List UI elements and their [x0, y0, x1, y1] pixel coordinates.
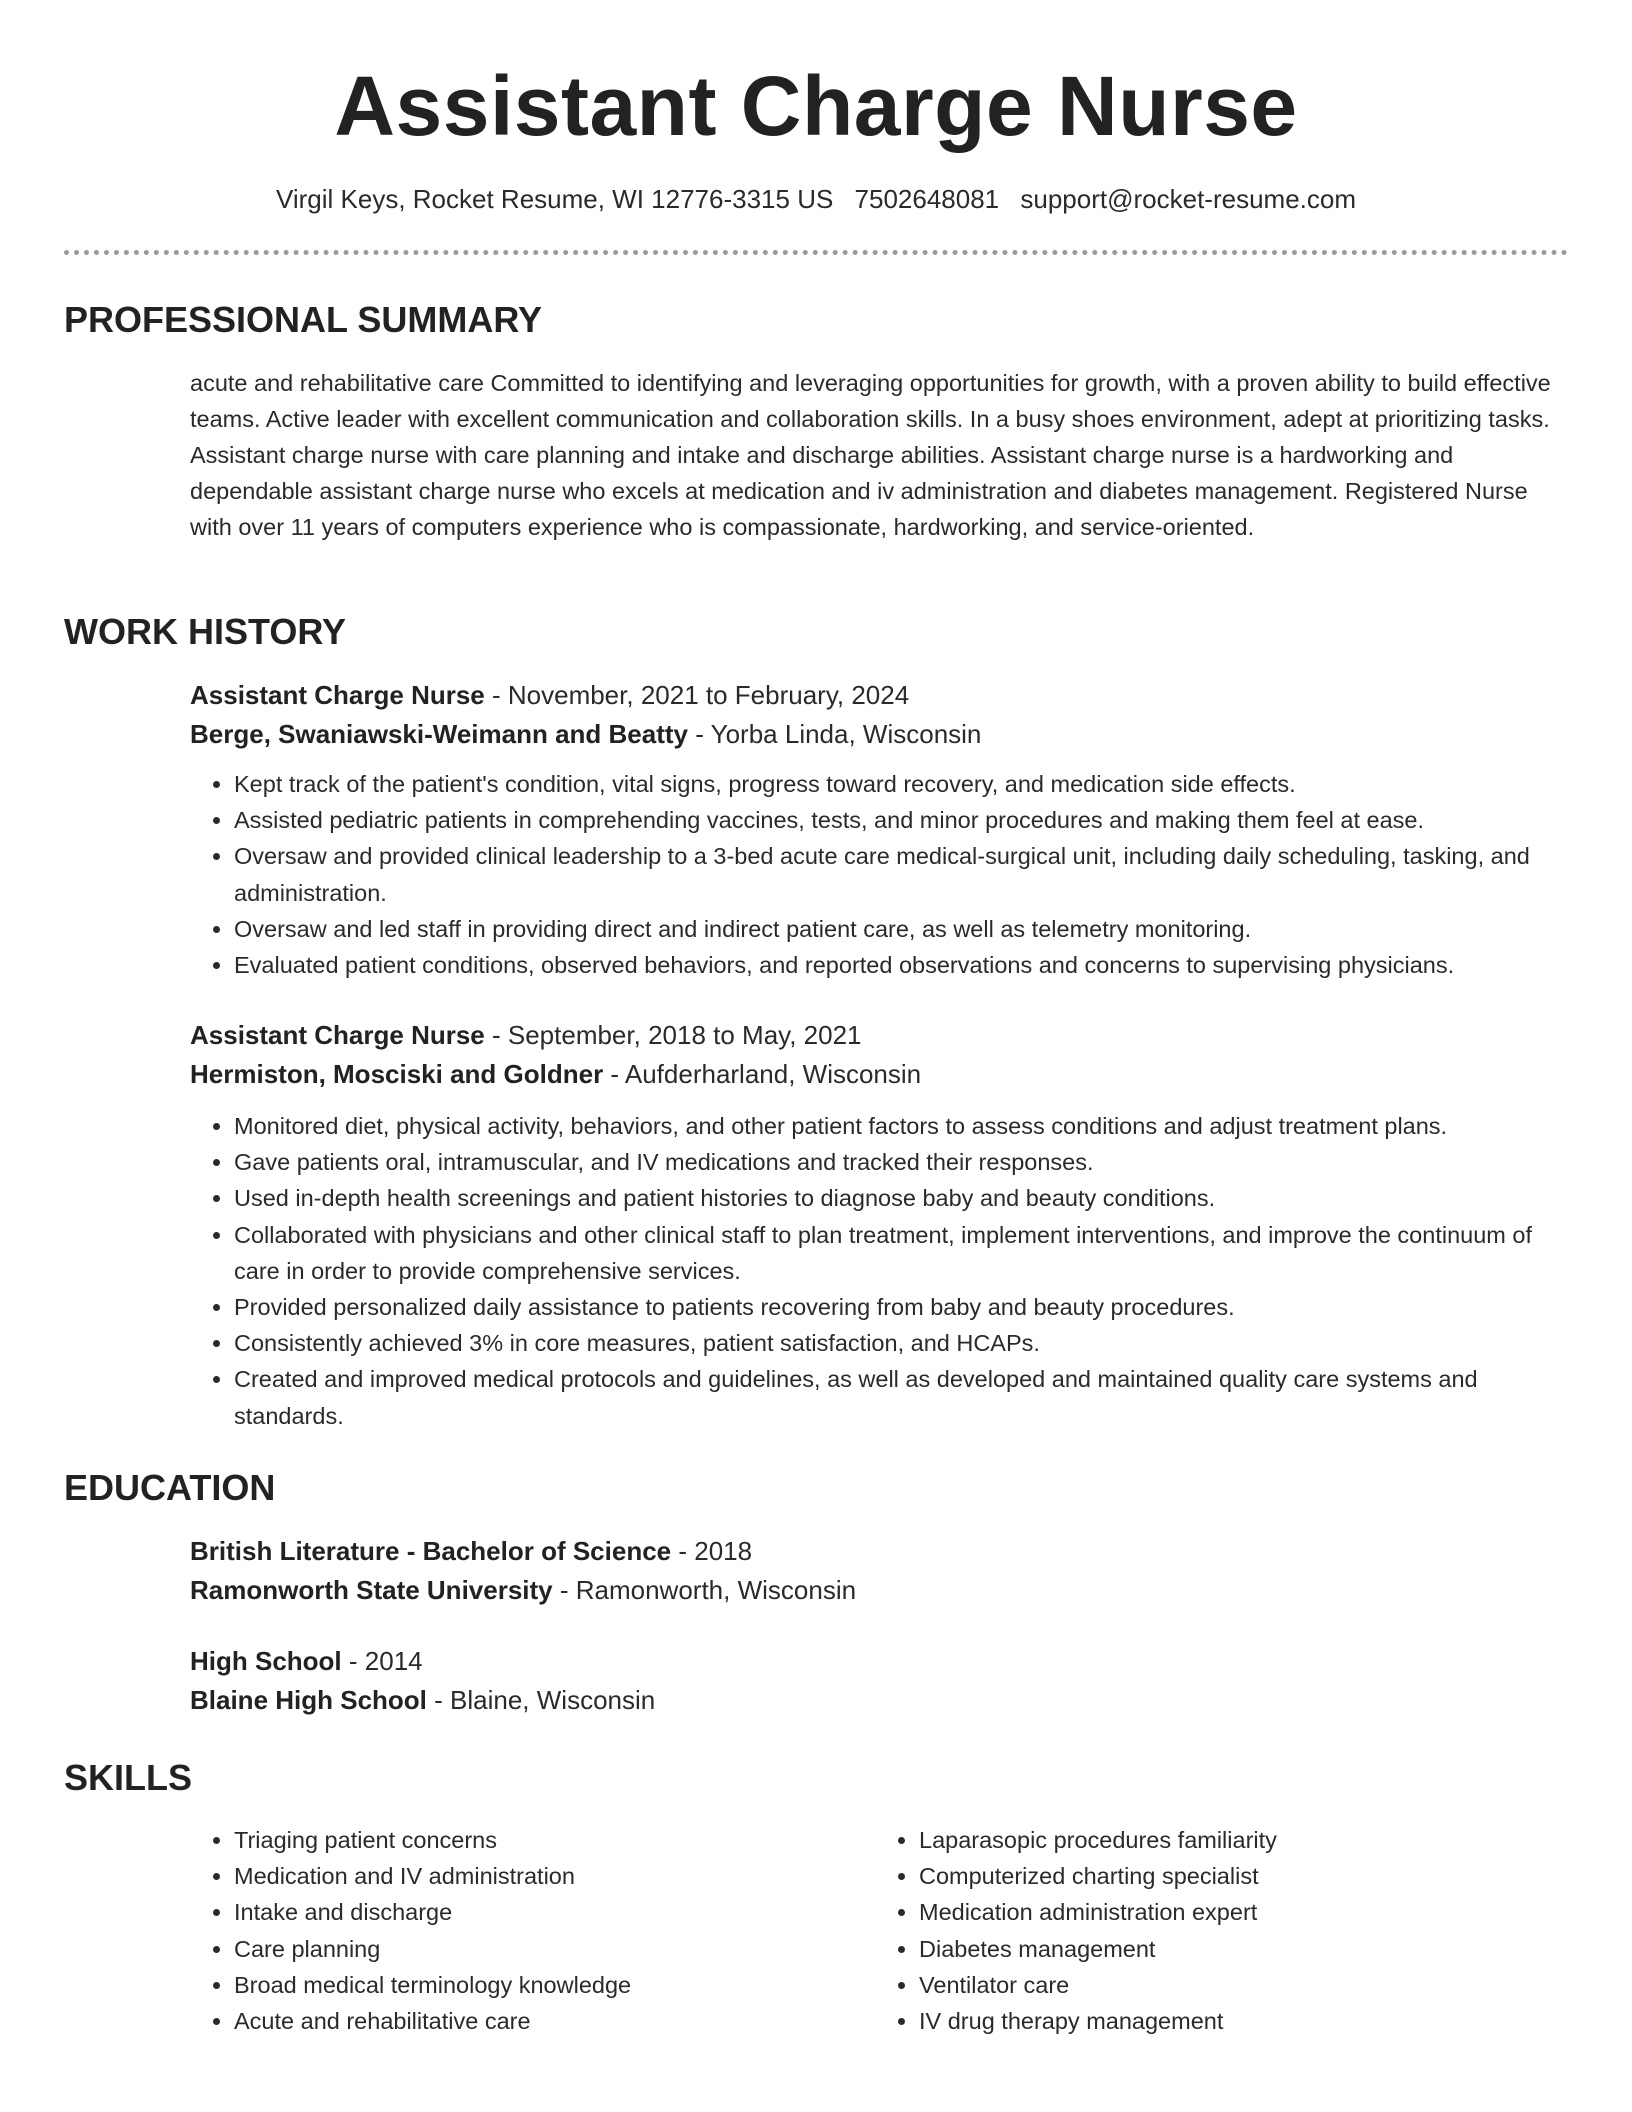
list-item: • Used in-depth health screenings and patient histories to diagnose baby and beauty conditions. — [234, 1180, 1560, 1216]
section-title-education: EDUCATION — [64, 1467, 276, 1508]
list-item: • Oversaw and led staff in providing direct and indirect patient care, as well as telemetry monitoring. — [234, 911, 1560, 947]
job-title-line — [190, 1016, 1560, 1055]
education-school: Blaine High School — [190, 1685, 427, 1715]
education-school-line — [190, 1681, 1560, 1720]
education-school: Ramonworth State University — [190, 1575, 553, 1605]
education-degree-line — [190, 1642, 1560, 1681]
job-company-line — [190, 715, 1560, 754]
summary-text: acute and rehabilitative care Committed to identifying and leveraging opportunities for growth, with a proven ability to build effective teams. Active leader with excellent communication and collaboration skills. In a busy shoes environment, adept at prioritizing tasks. Assistant charge nurse with care planning and intake and discharge abilities. Assistant charge nurse is a hardworking and dependable assistant charge nurse who excels at medication and iv administration and diabetes management. Registered Nurse with over 11 years of computers experience who is compassionate, hardworking, and service-oriented. — [190, 370, 1551, 540]
education-year: - 2014 — [341, 1646, 423, 1676]
job-location: - Yorba Linda, Wisconsin — [688, 719, 982, 749]
education-year: - 2018 — [671, 1536, 753, 1566]
skills-list-right — [875, 1822, 1560, 2039]
education-location: - Blaine, Wisconsin — [426, 1685, 656, 1715]
summary-block — [190, 365, 1560, 545]
list-item: • Computerized charting specialist — [919, 1858, 1560, 1894]
list-item: • Broad medical terminology knowledge — [234, 1967, 875, 2003]
list-item: • Kept track of the patient's condition, vital signs, progress toward recovery, and medication side effects. — [234, 766, 1560, 802]
job-location: - Aufderharland, Wisconsin — [603, 1059, 922, 1089]
list-item: • Medication administration expert — [919, 1894, 1560, 1930]
section-title-summary: PROFESSIONAL SUMMARY — [64, 299, 543, 340]
list-item: • Evaluated patient conditions, observed behaviors, and reported observations and concerns to supervising physicians. — [234, 947, 1560, 983]
list-item: • Consistently achieved 3% in core measures, patient satisfaction, and HCAPs. — [234, 1325, 1560, 1361]
list-item: • Created and improved medical protocols and guidelines, as well as developed and maintained quality care systems and standards. — [234, 1361, 1560, 1433]
job-entry-1 — [190, 676, 1560, 983]
contact-line — [0, 182, 1632, 216]
education-entry-2 — [190, 1642, 1560, 1720]
list-item: • IV drug therapy management — [919, 2003, 1560, 2039]
job-title-line — [190, 676, 1560, 715]
job-company: Hermiston, Mosciski and Goldner — [190, 1059, 604, 1089]
education-degree: British Literature - Bachelor of Science — [190, 1536, 672, 1566]
job-dates: - November, 2021 to February, 2024 — [484, 680, 910, 710]
list-item: • Intake and discharge — [234, 1894, 875, 1930]
list-item: • Triaging patient concerns — [234, 1822, 875, 1858]
job-company-line — [190, 1055, 1560, 1094]
contact-address: Virgil Keys, Rocket Resume, WI 12776-3315 US — [275, 184, 834, 214]
education-degree: High School — [190, 1646, 342, 1676]
job-company: Berge, Swaniawski-Weimann and Beatty — [190, 719, 688, 749]
job-role: Assistant Charge Nurse — [190, 1020, 485, 1050]
job-bullets — [190, 1108, 1560, 1434]
list-item: • Monitored diet, physical activity, behaviors, and other patient factors to assess conditions and adjust treatment plans. — [234, 1108, 1560, 1144]
job-role: Assistant Charge Nurse — [190, 680, 485, 710]
list-item: • Gave patients oral, intramuscular, and IV medications and tracked their responses. — [234, 1144, 1560, 1180]
job-dates: - September, 2018 to May, 2021 — [484, 1020, 862, 1050]
list-item: • Diabetes management — [919, 1931, 1560, 1967]
contact-email: support@rocket-resume.com — [1020, 184, 1357, 214]
list-item: • Provided personalized daily assistance to patients recovering from baby and beauty procedures. — [234, 1289, 1560, 1325]
skills-list-left — [190, 1822, 875, 2039]
header-divider — [64, 250, 1568, 255]
section-title-work-history: WORK HISTORY — [64, 611, 347, 652]
list-item: • Oversaw and provided clinical leadership to a 3-bed acute care medical-surgical unit, including daily scheduling, tasking, and administration. — [234, 838, 1560, 910]
list-item: • Collaborated with physicians and other clinical staff to plan treatment, implement interventions, and improve the continuum of care in order to provide comprehensive services. — [234, 1217, 1560, 1289]
education-degree-line — [190, 1532, 1560, 1571]
section-title-skills: SKILLS — [64, 1757, 193, 1798]
resume-title: Assistant Charge Nurse — [334, 59, 1298, 153]
list-item: • Medication and IV administration — [234, 1858, 875, 1894]
list-item: • Ventilator care — [919, 1967, 1560, 2003]
education-entry-1 — [190, 1532, 1560, 1610]
education-location: - Ramonworth, Wisconsin — [552, 1575, 857, 1605]
list-item: • Care planning — [234, 1931, 875, 1967]
job-bullets — [190, 766, 1560, 983]
list-item: • Laparasopic procedures familiarity — [919, 1822, 1560, 1858]
job-entry-2 — [190, 1016, 1560, 1434]
list-item: • Acute and rehabilitative care — [234, 2003, 875, 2039]
skills-block — [190, 1822, 1560, 2039]
list-item: • Assisted pediatric patients in comprehending vaccines, tests, and minor procedures and making them feel at ease. — [234, 802, 1560, 838]
contact-phone: 7502648081 — [854, 184, 1000, 214]
education-school-line — [190, 1571, 1560, 1610]
